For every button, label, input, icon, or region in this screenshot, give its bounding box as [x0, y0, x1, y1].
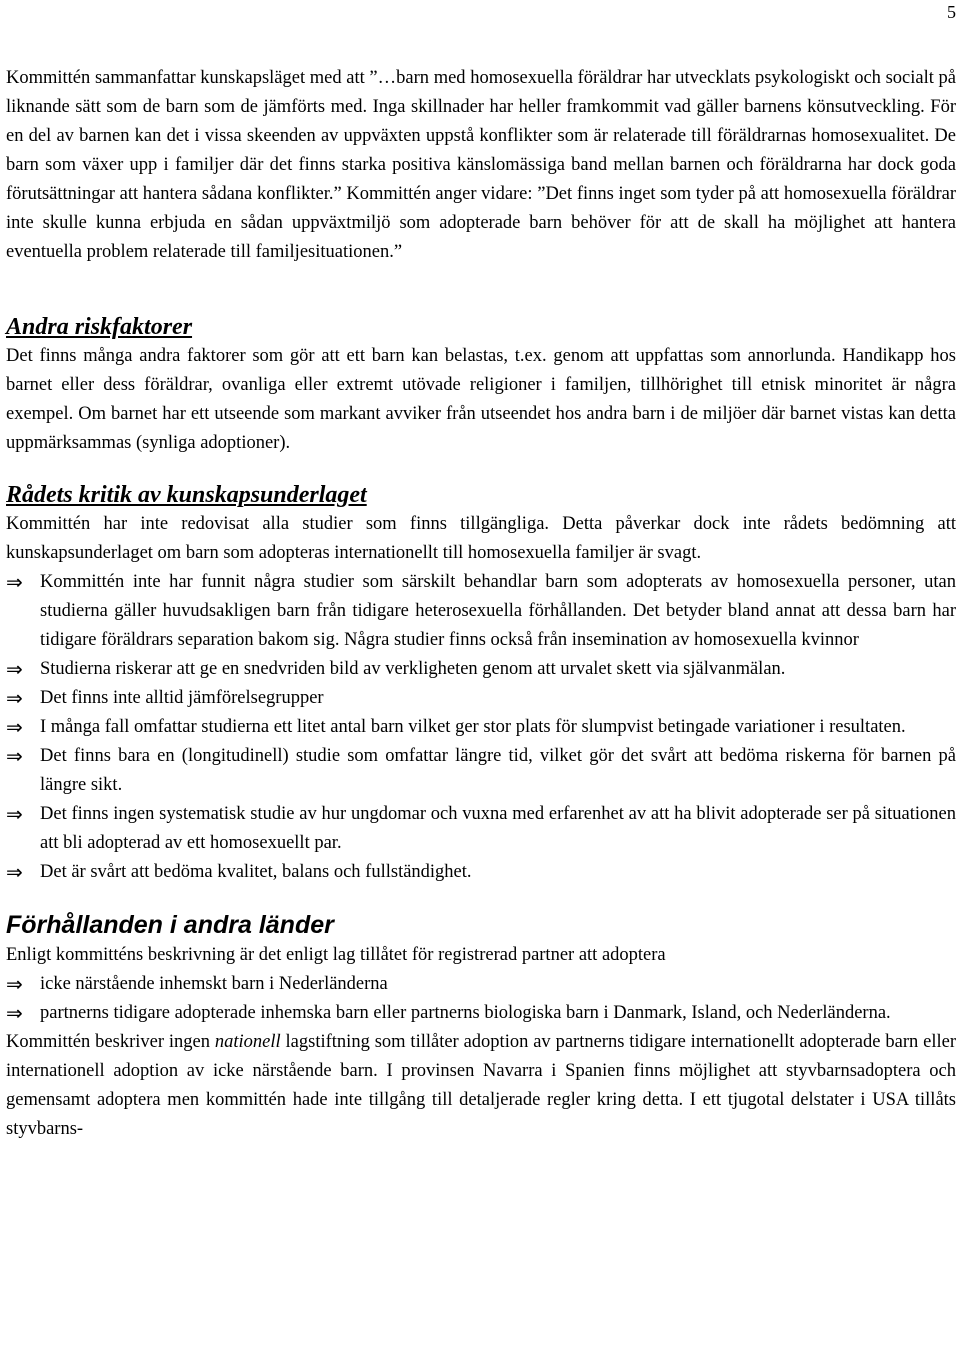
- list-item: [6, 684, 956, 713]
- double-arrow-icon: ⇒: [6, 570, 23, 594]
- list-item: [6, 858, 956, 887]
- list-item-text: I många fall omfattar studierna ett litet antal barn vilket ger stor plats för slumpvist betingade variationer i resultaten.: [40, 717, 906, 737]
- heading-other-countries: Förhållanden i andra länder: [6, 911, 334, 939]
- section-critique: [6, 480, 956, 887]
- closing-text-start: Kommittén beskriver ingen: [6, 1032, 215, 1052]
- double-arrow-icon: ⇒: [6, 972, 23, 996]
- list-item-text: Det finns inte alltid jämförelsegrupper: [40, 688, 324, 708]
- list-item-text: Studierna riskerar att ge en snedvriden bild av verkligheten genom att urvalet skett via självanmälan.: [40, 659, 786, 679]
- other-countries-paragraph: Enligt kommitténs beskrivning är det enligt lag tillåtet för registrerad partner att adoptera: [6, 945, 666, 965]
- list-item: [6, 713, 956, 742]
- list-item: [6, 568, 956, 655]
- other-countries-bullet-list: [6, 970, 956, 1028]
- list-item-text: Det är svårt att bedöma kvalitet, balans och fullständighet.: [40, 862, 472, 882]
- emphasized-word: nationell: [214, 1032, 281, 1052]
- list-item: [6, 655, 956, 684]
- section-other-countries: [6, 909, 956, 1144]
- list-item: [6, 970, 956, 999]
- double-arrow-icon: ⇒: [6, 744, 23, 768]
- list-item-text: partnerns tidigare adopterade inhemska barn eller partnerns biologiska barn i Danmark, Island, och Nederländerna.: [40, 1003, 891, 1023]
- section-risk-factors: [6, 312, 956, 458]
- double-arrow-icon: ⇒: [6, 1001, 23, 1025]
- list-item-text: Det finns bara en (longitudinell) studie som omfattar längre tid, vilket gör det svårt att bedöma riskerna för barnen på längre sikt.: [40, 746, 956, 795]
- critique-bullet-list: [6, 568, 956, 887]
- list-item-text: icke närstående inhemskt barn i Nederländerna: [40, 974, 388, 994]
- list-item-text: Det finns ingen systematisk studie av hur ungdomar och vuxna med erfarenhet av att ha blivit adopterade ser på situationen att bli adopterad av ett homosexuellt par.: [40, 804, 956, 853]
- closing-text-end: lagstiftning som tillåter adoption av partnerns tidigare internationellt adopterade barn eller internationell adoption av icke närstående barn. I provinsen Navarra i Spanien finns möjlighet att styvbarnsadoptera och gemensamt adoptera men kommittén hade inte tillgång till detaljerade regler kring detta. I ett tjugotal delstater i USA tillåts styvbarns-: [6, 1032, 956, 1139]
- heading-critique: Rådets kritik av kunskapsunderlaget: [6, 482, 367, 508]
- page-number: 5: [947, 2, 956, 22]
- heading-risk-factors: Andra riskfaktorer: [6, 314, 193, 340]
- double-arrow-icon: ⇒: [6, 715, 23, 739]
- risk-factors-paragraph: Det finns många andra faktorer som gör att ett barn kan belastas, t.ex. genom att uppfattas som annorlunda. Handikapp hos barnet eller dess föräldrar, ovanliga eller extremt utövade religioner i familjen, tillhörighet till etnisk minoritet är några exempel. Om barnet har ett utseende som markant avviker från utseendet hos andra barn i de miljöer där barnet vistas kan detta uppmärksammas (synliga adoptioner).: [6, 346, 956, 453]
- list-item: [6, 742, 956, 800]
- list-item: [6, 800, 956, 858]
- other-countries-closing-paragraph: [6, 1028, 956, 1144]
- document-body: [6, 64, 956, 1144]
- double-arrow-icon: ⇒: [6, 657, 23, 681]
- double-arrow-icon: ⇒: [6, 686, 23, 710]
- critique-paragraph: Kommittén har inte redovisat alla studier som finns tillgängliga. Detta påverkar dock inte rådets bedömning att kunskapsunderlaget om barn som adopteras internationellt till homosexuella familjer är svagt.: [6, 514, 956, 563]
- list-item: [6, 999, 956, 1028]
- intro-paragraph: Kommittén sammanfattar kunskapsläget med att ”…barn med homosexuella föräldrar har utvecklats psykologiskt och socialt på liknande sätt som de barn som de jämförts med. Inga skillnader har heller framkommit vad gäller barnens könsutveckling. För en del av barnen kan det i vissa skeenden av uppväxten uppstå konflikter som är relaterade till föräldrarnas homosexualitet. De barn som växer upp i familjer där det finns starka positiva känslomässiga band mellan barnen och föräldrarna har dock goda förutsättningar att hantera sådana konflikter.” Kommittén anger vidare: ”Det finns inget som tyder på att homosexuella föräldrar inte skulle kunna erbjuda en sådan uppväxtmiljö som adopterade barn behöver för att de skall ha möjlighet att hantera eventuella problem relaterade till familjesituationen.”: [6, 68, 956, 262]
- double-arrow-icon: ⇒: [6, 860, 23, 884]
- double-arrow-icon: ⇒: [6, 802, 23, 826]
- list-item-text: Kommittén inte har funnit några studier som särskilt behandlar barn som adopterats av homosexuella personer, utan studierna gäller huvudsakligen barn från tidigare heterosexuella förhållanden. Det betyder bland annat att dessa barn har tidigare föräldrars separation bakom sig. Några studier finns också från insemination av homosexuella kvinnor: [40, 572, 956, 650]
